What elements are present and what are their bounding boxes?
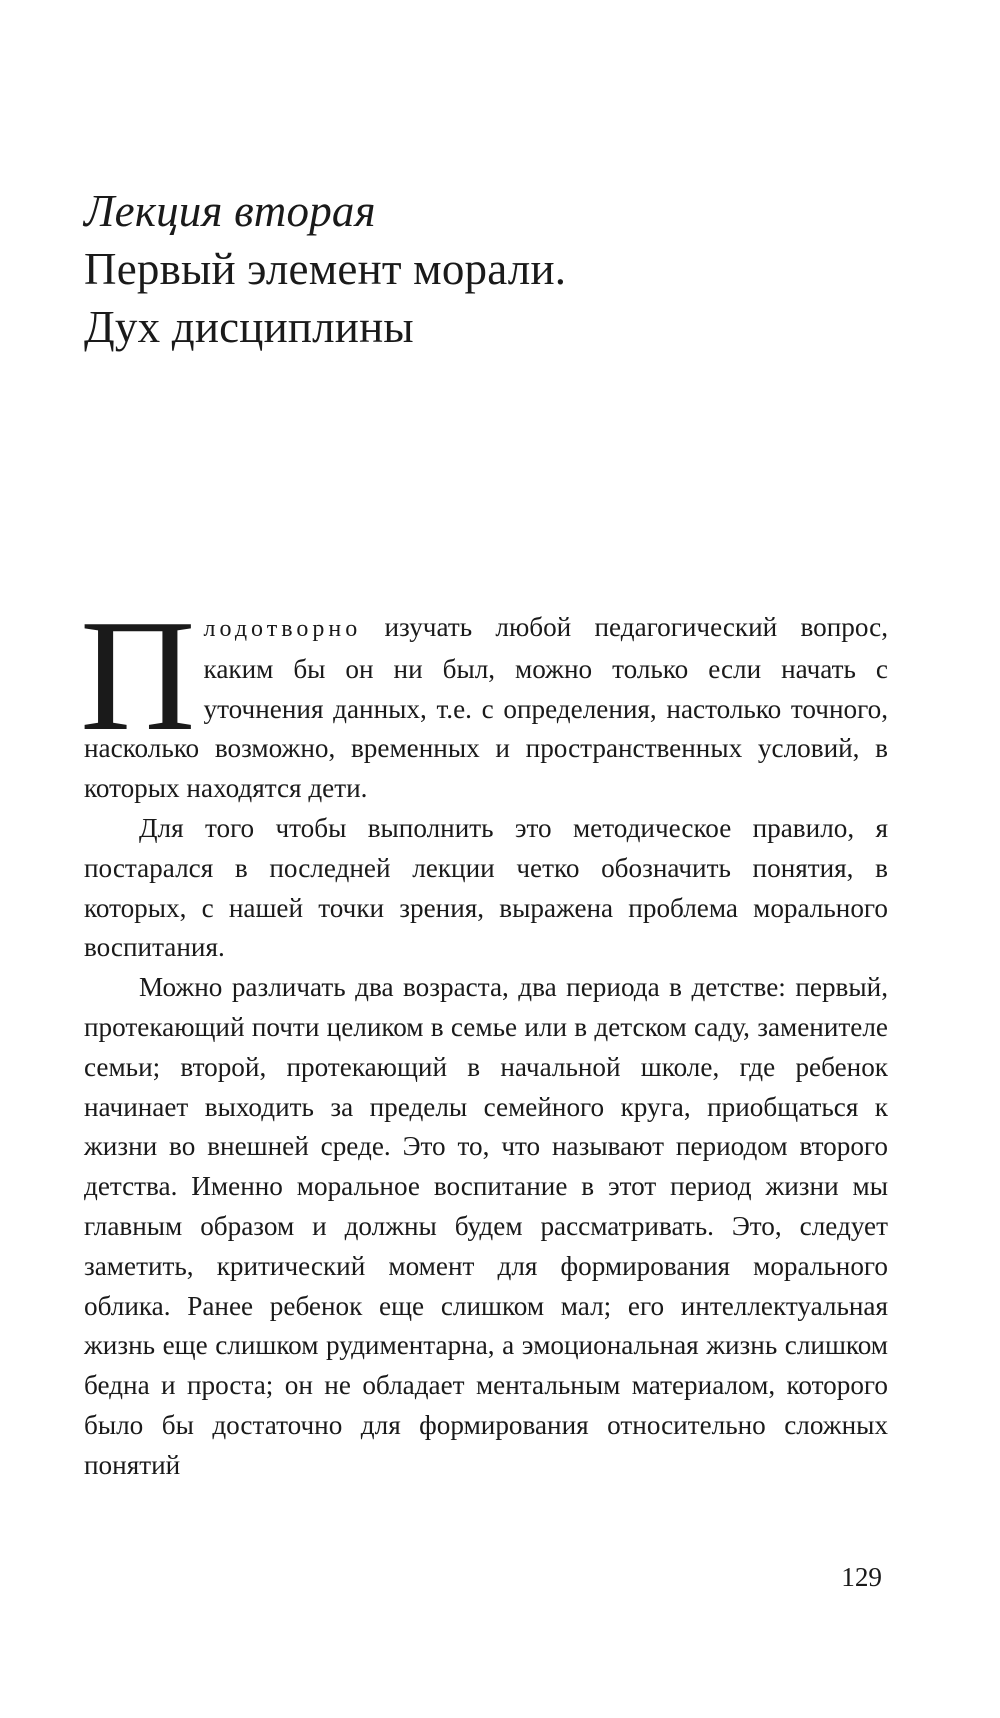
chapter-title-line-1: Первый элемент морали. [84, 244, 567, 294]
chapter-title-line-2: Дух дисциплины [84, 302, 414, 352]
chapter-heading [84, 182, 884, 356]
drop-cap: П [80, 586, 196, 764]
paragraph-2: Для того чтобы выполнить это методическое правило, я постарался в последней лекции четко обозначить понятия, в которых, с нашей точки зрения, выражена проблема морального воспитания. [84, 812, 888, 963]
paragraph-3: Можно различать два возраста, два периода в детстве: первый, протекающий почти целиком в семье или в детском саду, заменителе семьи; второй, протекающий в начальной школе, где ребенок начинает выходить за пределы семейного круга, приобщаться к жизни во внешней среде. Это то, что называют периодом второго детства. Именно моральное воспитание в этот период жизни мы главным образом и должны будем рассматривать. Это, следует заметить, критический момент для формирования морального облика. Ранее ребенок еще слишком мал; его интеллектуальная жизнь еще слишком рудиментарна, а эмоциональная жизнь слишком бедна и проста; он не обладает ментальным материалом, которого было бы достаточно для формирования относительно сложных понятий [84, 972, 888, 1480]
paragraph-1 [80, 586, 888, 809]
chapter-kicker: Лекция вторая [84, 186, 376, 236]
lead-words: лодотворно [203, 616, 362, 642]
body-text [80, 586, 888, 1486]
paragraph-1-text: изучать любой педагогический вопрос, каким бы он ни был, можно только если начать с уточнения данных, т.е. с определения, настолько точного, насколько возможно, временных и пространственных условий, в которых находятся дети. [84, 612, 888, 804]
page-number: 129 [841, 1562, 882, 1592]
